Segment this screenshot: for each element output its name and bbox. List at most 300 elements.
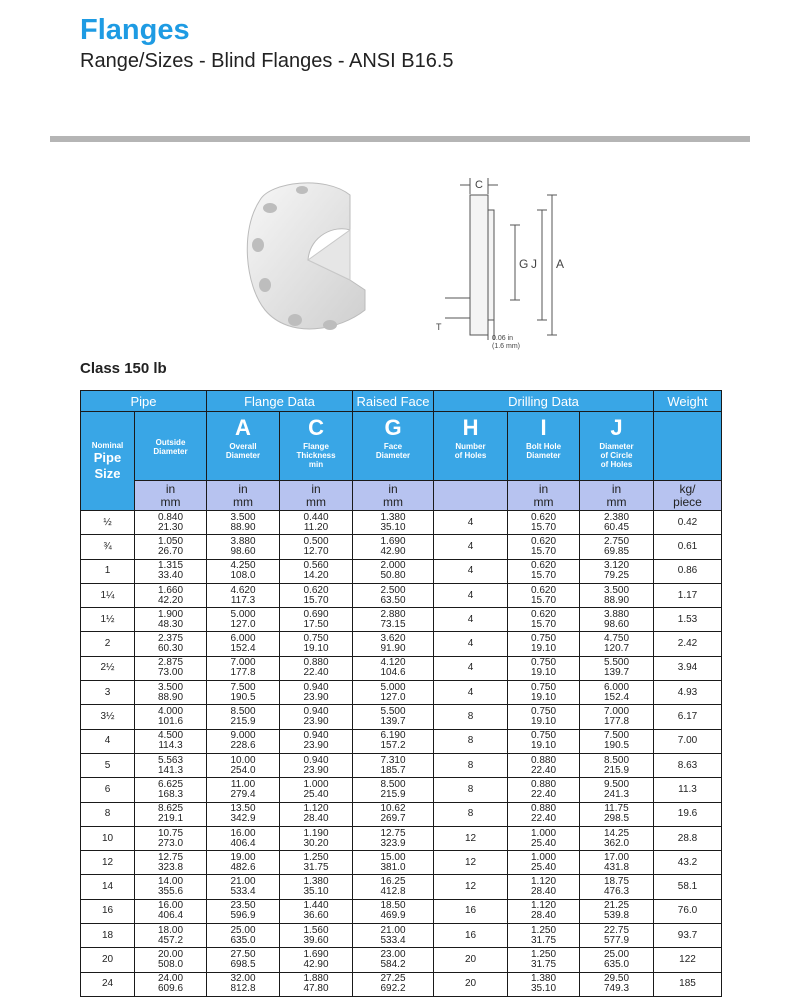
cell-h: 16 <box>434 899 508 923</box>
cell-c-mm: 47.80 <box>303 983 329 995</box>
col-c <box>280 412 353 481</box>
cell-a-in: 21.00 <box>230 876 256 888</box>
cross-section-diagram <box>445 178 557 340</box>
cell-h: 4 <box>434 632 508 656</box>
cell-a-mm: 190.5 <box>230 691 256 703</box>
table-row <box>81 559 722 583</box>
cell-j-mm: 298.5 <box>604 813 630 825</box>
cell-i-in: 0.620 <box>531 560 557 572</box>
cell-g <box>353 972 434 996</box>
cell-od-in: 1.315 <box>157 560 184 572</box>
cell-c <box>280 802 353 826</box>
cell-g-in: 1.690 <box>380 535 406 547</box>
cell-od <box>135 851 207 875</box>
cell-weight: 1.17 <box>654 583 722 607</box>
cell-od-in: 2.375 <box>157 633 184 645</box>
cell-g-mm: 584.2 <box>380 958 406 970</box>
cell-a-mm: 117.3 <box>230 594 256 606</box>
cell-i <box>508 729 580 753</box>
cell-g-in: 16.25 <box>380 876 406 888</box>
cell-i-mm: 19.10 <box>531 643 557 655</box>
cell-c-mm: 17.50 <box>303 618 329 630</box>
page-subtitle: Range/Sizes - Blind Flanges - ANSI B16.5 <box>80 50 454 72</box>
cell-g <box>353 559 434 583</box>
cell-a-in: 8.500 <box>230 706 256 718</box>
page-title: Flanges <box>80 14 190 46</box>
cell-a-mm: 406.4 <box>230 837 256 849</box>
cell-g-in: 27.25 <box>380 973 406 985</box>
flange-illustration <box>230 170 590 355</box>
cell-g <box>353 753 434 777</box>
cell-i-mm: 25.40 <box>531 861 557 873</box>
table-row <box>81 899 722 923</box>
cell-j-in: 22.75 <box>604 924 630 936</box>
cell-c-in: 0.940 <box>303 754 329 766</box>
col-outside-diameter <box>135 412 207 481</box>
cell-c-in: 0.560 <box>303 560 329 572</box>
cell-i <box>508 656 580 680</box>
cell-weight: 6.17 <box>654 705 722 729</box>
cell-c-in: 1.000 <box>303 778 329 790</box>
cell-i <box>508 511 580 535</box>
cell-a <box>207 826 280 850</box>
cell-j-mm: 98.60 <box>604 618 630 630</box>
cell-j-mm: 241.3 <box>604 788 630 800</box>
unit-header-row <box>81 481 722 511</box>
a-desc-2: Diameter <box>225 451 261 460</box>
cell-h: 8 <box>434 802 508 826</box>
cell-c-in: 0.500 <box>303 535 329 547</box>
cell-od-mm: 168.3 <box>157 788 184 800</box>
cell-j <box>580 875 654 899</box>
cell-j-mm: 79.25 <box>604 570 630 582</box>
cell-i <box>508 924 580 948</box>
cell-weight: 19.6 <box>654 802 722 826</box>
unit-j: in mm <box>580 481 654 511</box>
cell-od-mm: 141.3 <box>157 764 184 776</box>
cell-c-mm: 30.20 <box>303 837 329 849</box>
cell-c-mm: 35.10 <box>303 886 329 898</box>
cell-i-in: 1.250 <box>531 924 557 936</box>
cell-j <box>580 802 654 826</box>
cell-nps: 1½ <box>81 608 135 632</box>
table-row <box>81 535 722 559</box>
cell-a <box>207 778 280 802</box>
cell-c-in: 1.690 <box>303 948 329 960</box>
cell-c-mm: 14.20 <box>303 570 329 582</box>
cell-h: 20 <box>434 972 508 996</box>
i-desc-2: Diameter <box>526 451 561 460</box>
cell-c-mm: 23.90 <box>303 691 329 703</box>
cell-a <box>207 583 280 607</box>
cell-a-in: 7.500 <box>230 681 256 693</box>
group-raised-face: Raised Face <box>353 391 434 412</box>
cell-nps: 20 <box>81 948 135 972</box>
table-row <box>81 632 722 656</box>
table-row <box>81 778 722 802</box>
cell-c-mm: 31.75 <box>303 861 329 873</box>
cell-i <box>508 875 580 899</box>
cell-j-in: 7.500 <box>604 730 630 742</box>
cell-h: 4 <box>434 559 508 583</box>
cell-od-mm: 114.3 <box>158 740 183 752</box>
cell-i-in: 1.250 <box>531 948 557 960</box>
cell-a-mm: 533.4 <box>230 886 256 898</box>
cell-j-mm: 152.4 <box>604 691 630 703</box>
cell-od-mm: 323.8 <box>157 861 184 873</box>
cell-c <box>280 924 353 948</box>
cell-i <box>508 608 580 632</box>
cell-i <box>508 948 580 972</box>
cell-nps: ½ <box>81 511 135 535</box>
cell-c-mm: 11.20 <box>303 521 329 533</box>
cell-c-in: 0.690 <box>303 608 329 620</box>
cell-i-mm: 19.10 <box>531 716 557 728</box>
cell-i-mm: 22.40 <box>531 764 557 776</box>
cell-j <box>580 826 654 850</box>
label-j: J <box>531 257 537 271</box>
cell-c-in: 0.940 <box>303 681 329 693</box>
cell-c <box>280 559 353 583</box>
cell-h: 4 <box>434 681 508 705</box>
cell-g-in: 5.500 <box>380 706 406 718</box>
i-letter: I <box>540 415 547 440</box>
cell-a <box>207 535 280 559</box>
cell-g-in: 12.75 <box>380 827 406 839</box>
cell-i-in: 0.620 <box>531 608 557 620</box>
cell-od-in: 2.875 <box>157 657 184 669</box>
cell-j <box>580 924 654 948</box>
c-desc-2: Thickness <box>296 451 336 460</box>
table-row <box>81 681 722 705</box>
cell-od <box>135 656 207 680</box>
cell-j-mm: 749.3 <box>604 983 630 995</box>
cell-i-mm: 28.40 <box>531 910 557 922</box>
cell-a <box>207 632 280 656</box>
cell-od-mm: 355.6 <box>157 886 184 898</box>
cell-c-mm: 23.90 <box>303 764 329 776</box>
cell-nps: 16 <box>81 899 135 923</box>
cell-i-in: 1.000 <box>531 851 557 863</box>
cell-c <box>280 729 353 753</box>
j-letter: J <box>610 415 623 440</box>
cell-j-mm: 120.7 <box>604 643 630 655</box>
label-a: A <box>556 257 565 271</box>
cell-g-in: 6.190 <box>380 730 406 742</box>
cell-j-in: 9.500 <box>604 778 630 790</box>
cell-h: 12 <box>434 851 508 875</box>
cell-i <box>508 778 580 802</box>
cell-c-mm: 22.40 <box>303 667 329 679</box>
cell-j <box>580 729 654 753</box>
cell-g <box>353 511 434 535</box>
cell-i-mm: 22.40 <box>531 813 557 825</box>
cell-c-in: 0.940 <box>303 730 329 742</box>
cell-i <box>508 802 580 826</box>
nps-label-pipe: Pipe <box>93 449 122 465</box>
cell-c-mm: 36.60 <box>303 910 329 922</box>
cell-g-mm: 42.90 <box>380 545 406 557</box>
cell-od-in: 14.00 <box>157 876 184 888</box>
cell-a-in: 7.000 <box>230 657 256 669</box>
cell-c <box>280 826 353 850</box>
cell-j <box>580 851 654 875</box>
cell-j-mm: 177.8 <box>604 716 630 728</box>
cell-a <box>207 608 280 632</box>
cell-od <box>135 826 207 850</box>
cell-a <box>207 899 280 923</box>
cell-c-in: 0.440 <box>303 511 329 523</box>
cell-od-mm: 406.4 <box>157 910 184 922</box>
cell-od-in: 4.000 <box>157 706 184 718</box>
cell-a-in: 6.000 <box>230 633 256 645</box>
cell-nps: 8 <box>81 802 135 826</box>
divider <box>50 136 750 142</box>
cell-g-in: 21.00 <box>380 924 406 936</box>
cell-a <box>207 875 280 899</box>
cell-g-in: 15.00 <box>380 851 406 863</box>
cell-i-in: 0.750 <box>531 633 557 645</box>
cell-h: 20 <box>434 948 508 972</box>
cell-c-mm: 39.60 <box>303 934 329 946</box>
cell-j <box>580 753 654 777</box>
cell-i-in: 0.880 <box>531 754 557 766</box>
cell-c <box>280 778 353 802</box>
flange-figure <box>230 170 590 360</box>
cell-od-mm: 457.2 <box>157 934 184 946</box>
cell-j-in: 5.500 <box>604 657 630 669</box>
cell-od <box>135 729 207 753</box>
cell-g-in: 10.62 <box>380 803 406 815</box>
cell-od <box>135 875 207 899</box>
cell-i-in: 0.620 <box>531 511 557 523</box>
cell-od-in: 3.500 <box>157 681 184 693</box>
cell-j-mm: 69.85 <box>604 545 630 557</box>
cell-j <box>580 583 654 607</box>
g-desc-2: Diameter <box>375 451 411 460</box>
cell-nps: 14 <box>81 875 135 899</box>
cell-g-mm: 50.80 <box>380 570 406 582</box>
cell-a-mm: 98.60 <box>230 545 256 557</box>
cell-g-mm: 469.9 <box>380 910 406 922</box>
cell-od <box>135 511 207 535</box>
cell-a <box>207 705 280 729</box>
cell-j-in: 21.25 <box>604 900 630 912</box>
cell-i-mm: 15.70 <box>531 618 557 630</box>
cell-g-in: 8.500 <box>380 778 406 790</box>
cell-a <box>207 802 280 826</box>
cell-od-in: 5.563 <box>157 754 184 766</box>
cell-od-in: 18.00 <box>157 924 184 936</box>
cell-a-in: 16.00 <box>230 827 256 839</box>
cell-h: 16 <box>434 924 508 948</box>
cell-a-in: 32.00 <box>230 973 256 985</box>
cell-weight: 122 <box>654 948 722 972</box>
cell-weight: 28.8 <box>654 826 722 850</box>
table-row <box>81 705 722 729</box>
cell-g-in: 2.000 <box>380 560 406 572</box>
cell-od <box>135 753 207 777</box>
cell-od-in: 4.500 <box>157 730 184 742</box>
cell-nps: 3 <box>81 681 135 705</box>
c-desc-1: Flange <box>303 442 329 451</box>
cell-od-in: 16.00 <box>157 900 184 912</box>
cell-od <box>135 778 207 802</box>
cell-nps: 2 <box>81 632 135 656</box>
cell-od <box>135 632 207 656</box>
cell-od <box>135 899 207 923</box>
cell-a-in: 4.250 <box>230 560 256 572</box>
h-desc-1: Number <box>455 442 486 451</box>
cell-weight: 4.93 <box>654 681 722 705</box>
cell-a-mm: 152.4 <box>230 643 256 655</box>
cell-od-in: 10.75 <box>157 827 184 839</box>
table-row <box>81 729 722 753</box>
class-label: Class 150 lb <box>80 360 167 377</box>
cell-g-mm: 323.9 <box>380 837 406 849</box>
col-j <box>580 412 654 481</box>
cell-j-mm: 139.7 <box>604 667 630 679</box>
cell-g-mm: 269.7 <box>380 813 406 825</box>
cell-j-in: 2.750 <box>604 535 630 547</box>
cell-i-mm: 19.10 <box>531 667 557 679</box>
cell-c <box>280 705 353 729</box>
cell-j-mm: 635.0 <box>604 958 630 970</box>
col-a <box>207 412 280 481</box>
cell-g-mm: 63.50 <box>380 594 406 606</box>
cell-a <box>207 753 280 777</box>
cell-a-in: 3.880 <box>230 535 256 547</box>
cell-nps: ¾ <box>81 535 135 559</box>
cell-i-in: 0.750 <box>531 706 557 718</box>
cell-j-mm: 431.8 <box>604 861 630 873</box>
j-desc-3: of Holes <box>600 460 633 469</box>
cell-i-mm: 31.75 <box>531 934 557 946</box>
c-letter: C <box>308 415 324 440</box>
cell-j <box>580 511 654 535</box>
cell-g-in: 2.500 <box>380 584 406 596</box>
cell-j-mm: 60.45 <box>604 521 630 533</box>
cell-g-in: 7.310 <box>380 754 406 766</box>
g-letter: G <box>384 415 402 440</box>
cell-c-in: 1.190 <box>303 827 329 839</box>
cell-i-in: 1.380 <box>531 973 557 985</box>
cell-i-in: 1.120 <box>531 900 557 912</box>
cell-i-in: 1.120 <box>531 876 557 888</box>
cell-i <box>508 535 580 559</box>
cell-j-in: 3.500 <box>604 584 630 596</box>
cell-i <box>508 753 580 777</box>
cell-g-mm: 185.7 <box>380 764 406 776</box>
cell-a <box>207 511 280 535</box>
cell-j <box>580 681 654 705</box>
cell-j <box>580 705 654 729</box>
table-row <box>81 948 722 972</box>
nps-label-size: Size <box>94 465 121 481</box>
cell-weight: 43.2 <box>654 851 722 875</box>
table-row <box>81 851 722 875</box>
cell-od <box>135 948 207 972</box>
cell-g <box>353 851 434 875</box>
cell-a-mm: 228.6 <box>230 740 256 752</box>
cell-nps: 12 <box>81 851 135 875</box>
cell-i <box>508 559 580 583</box>
cell-g-mm: 215.9 <box>380 788 406 800</box>
label-raised-face-in: 0.06 in <box>492 335 514 342</box>
cell-i-in: 0.750 <box>531 681 557 693</box>
cell-od-mm: 26.70 <box>157 545 184 557</box>
unit-g: in mm <box>353 481 434 511</box>
cell-od-mm: 219.1 <box>157 813 184 825</box>
cell-i-in: 0.880 <box>531 803 557 815</box>
cell-j-mm: 577.9 <box>604 934 630 946</box>
cell-c <box>280 608 353 632</box>
cell-od <box>135 681 207 705</box>
cell-c <box>280 535 353 559</box>
cell-od-mm: 73.00 <box>157 667 184 679</box>
cell-weight: 2.42 <box>654 632 722 656</box>
cell-i <box>508 899 580 923</box>
cell-od-mm: 88.90 <box>157 691 184 703</box>
cell-nps: 10 <box>81 826 135 850</box>
cell-c <box>280 851 353 875</box>
cell-i <box>508 681 580 705</box>
table-row <box>81 511 722 535</box>
cell-od-mm: 21.30 <box>157 521 184 533</box>
cell-h: 4 <box>434 511 508 535</box>
group-pipe: Pipe <box>81 391 207 412</box>
cell-c-in: 0.620 <box>303 584 329 596</box>
cell-nps: 3½ <box>81 705 135 729</box>
cell-c-in: 1.560 <box>303 924 329 936</box>
cell-j-mm: 215.9 <box>604 764 630 776</box>
cell-j <box>580 632 654 656</box>
cell-od <box>135 608 207 632</box>
cell-od-in: 1.900 <box>157 608 184 620</box>
cell-j <box>580 778 654 802</box>
cell-od-mm: 609.6 <box>157 983 184 995</box>
cell-od <box>135 972 207 996</box>
cell-i-mm: 22.40 <box>531 788 557 800</box>
cell-od-in: 8.625 <box>157 803 184 815</box>
unit-c: in mm <box>280 481 353 511</box>
cell-j-in: 29.50 <box>604 973 630 985</box>
cell-weight: 0.61 <box>654 535 722 559</box>
table-row <box>81 802 722 826</box>
cell-j-in: 18.75 <box>604 876 630 888</box>
cell-j <box>580 608 654 632</box>
cell-a <box>207 681 280 705</box>
cell-g-mm: 91.90 <box>380 643 406 655</box>
cell-i <box>508 826 580 850</box>
cell-c-in: 1.880 <box>303 973 329 985</box>
cell-g-in: 3.620 <box>380 633 406 645</box>
cell-a-in: 5.000 <box>230 608 256 620</box>
cell-i-mm: 35.10 <box>531 983 557 995</box>
cell-od-in: 12.75 <box>157 851 184 863</box>
cell-a-mm: 812.8 <box>230 983 256 995</box>
cell-c-in: 1.250 <box>303 851 329 863</box>
cell-a <box>207 656 280 680</box>
cell-j-in: 8.500 <box>604 754 630 766</box>
cell-i-mm: 28.40 <box>531 886 557 898</box>
cell-a-mm: 279.4 <box>230 788 256 800</box>
cell-a <box>207 559 280 583</box>
cell-od <box>135 535 207 559</box>
unit-od: in mm <box>135 481 207 511</box>
cell-a-in: 11.00 <box>230 778 256 790</box>
unit-i: in mm <box>508 481 580 511</box>
